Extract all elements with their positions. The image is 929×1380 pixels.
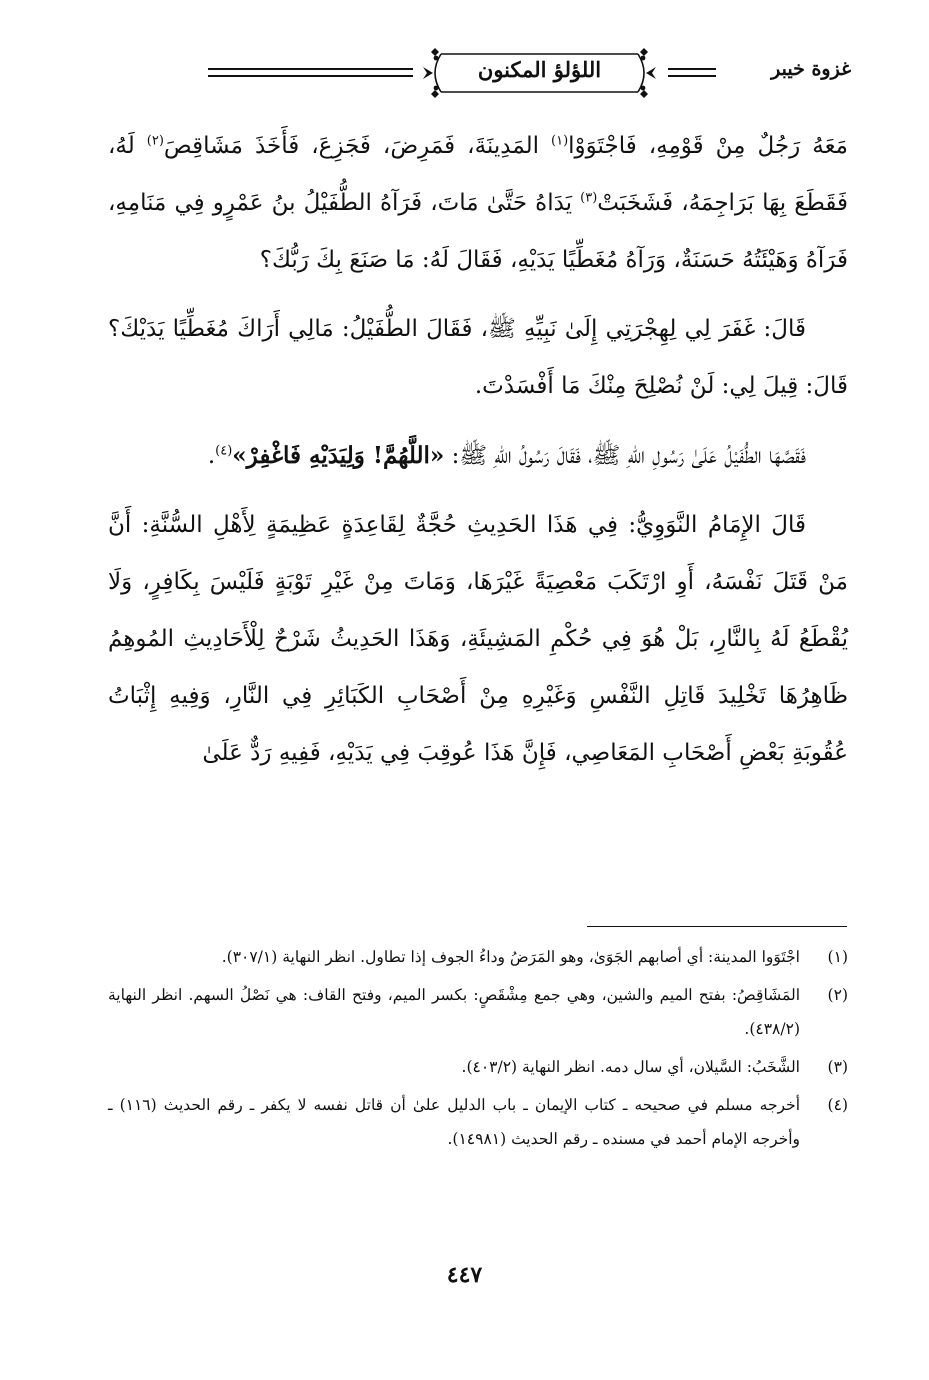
footnote-number: (١): [827, 948, 848, 966]
text-run: لَهُ، فَقَطَعَ بِهَا بَرَاجِمَهُ، فَشَخَبَتْ: [108, 133, 848, 216]
footnote-ref-3[interactable]: (٣): [580, 190, 598, 206]
footnotes: [108, 940, 848, 1160]
book-title: اللؤلؤ المكنون: [477, 57, 602, 82]
footnote-ref-1[interactable]: (١): [551, 133, 569, 149]
footnote-4: [108, 1088, 848, 1156]
paragraph-2: قَالَ: غَفَرَ لِي لِهِجْرَتِي إِلَىٰ نَبِيِّهِ ﷺ، فَقَالَ الطُّفَيْلُ: مَالِي أَرَاكَ مُغَطِّيًا يَدَيْكَ؟ قَالَ: قِيلَ لِي: لَنْ نُصْلِحَ مِنْكَ مَا أَفْسَدْتَ.: [108, 316, 848, 399]
footnote-text: أخرجه مسلم في صحيحه ـ كتاب الإيمان ـ باب الدليل علىٰ أن قاتل نفسه لا يكفر ـ رقم الحديث (١١٦) ـ وأخرجه الإمام أحمد في مسنده ـ رقم الحديث (١٤٩٨١).: [108, 1096, 800, 1148]
text-run: المَدِينَةَ، فَمَرِضَ، فَجَزِعَ، فَأَخَذَ مَشَاقِصَ: [163, 133, 552, 159]
footnote-1: [108, 940, 848, 974]
footnote-separator: [587, 926, 847, 927]
main-text: [108, 118, 848, 794]
footnote-ref-4[interactable]: (٤): [215, 443, 233, 459]
footnote-ref-2[interactable]: (٢): [146, 133, 164, 149]
footnote-text: المَشَاقِصُ: بفتح الميم والشين، وهي جمع مِشْقَصٍ: بكسر الميم، وفتح القاف: هي نَصْلُ السهم. انظر النهاية (٤٣٨/٢).: [108, 986, 800, 1038]
footnote-number: (٤): [827, 1096, 848, 1114]
text-run: فَقَصَّهَا الطُّفَيْلُ عَلَىٰ رَسُولِ اللهِ ﷺ، فَقَالَ رَسُولُ اللهِ ﷺ:: [444, 443, 806, 469]
footnote-number: (٢): [827, 986, 848, 1004]
header-rule-right: [668, 68, 716, 77]
text-run: .: [207, 443, 216, 469]
running-header: [106, 46, 851, 104]
header-rule-left: [208, 68, 413, 77]
footnote-text: اجْتَوَوا المدينة: أي أصابهم الجَوَىٰ، وهو المَرَضُ وداءُ الجوف إذا تطاول. انظر النهاية (٣٠٧/١).: [221, 948, 800, 966]
footnote-number: (٣): [827, 1058, 848, 1076]
text-run: يَدَاهُ حَتَّىٰ مَاتَ، فَرَآهُ الطُّفَيْلُ بنُ عَمْرٍو فِي مَنَامِهِ، فَرَآهُ وَهَيْئَتُهُ حَسَنَةٌ، وَرَآهُ مُغَطِّيًا يَدَيْهِ، فَقَالَ لَهُ: مَا صَنَعَ بِكَ رَبُّكَ؟: [108, 190, 848, 273]
paragraph-3: [108, 427, 848, 485]
paragraph-4: قَالَ الإِمَامُ النَّوَوِيُّ: فِي هَذَا الحَدِيثِ حُجَّةٌ لِقَاعِدَةٍ عَظِيمَةٍ لِأَهْلِ السُّنَّةِ: أَنَّ مَنْ قَتَلَ نَفْسَهُ، أَوِ ارْتَكَبَ مَعْصِيَةً غَيْرَهَا، وَمَاتَ مِنْ غَيْرِ تَوْبَةٍ فَلَيْسَ بِكَافِرٍ، وَلَا يُقْطَعُ لَهُ بِالنَّارِ، بَلْ هُوَ فِي حُكْمِ المَشِيئَةِ، وَهَذَا الحَدِيثُ شَرْحٌ لِلْأَحَادِيثِ المُوهِمُ ظَاهِرُهَا تَخْلِيدَ قَاتِلِ النَّفْسِ وَغَيْرِهِ مِنْ أَصْحَابِ الكَبَائِرِ فِي النَّارِ، وَفِيهِ إِثْبَاتُ عُقُوبَةِ بَعْضِ أَصْحَابِ المَعَاصِي، فَإِنَّ هَذَا عُوقِبَ فِي يَدَيْهِ، فَفِيهِ رَدٌّ عَلَىٰ: [108, 512, 848, 766]
page-number: ٤٤٧: [446, 1262, 483, 1288]
book-title-cartouche: [419, 46, 660, 100]
footnote-3: [108, 1050, 848, 1084]
footnote-text: الشَّخَبُ: السَّيلان، أي سال دمه. انظر النهاية (٤٠٣/٢).: [461, 1058, 800, 1076]
text-run: مَعَهُ رَجُلٌ مِنْ قَوْمِهِ، فَاجْتَوَوْا: [568, 133, 849, 159]
footnote-2: [108, 978, 848, 1046]
hadith-quote: «اللَّهُمَّ! وَلِيَدَيْهِ فَاغْفِرْ»: [232, 442, 445, 469]
paragraph-1: [108, 118, 848, 289]
chapter-topic: غزوة خيبر: [771, 58, 851, 80]
